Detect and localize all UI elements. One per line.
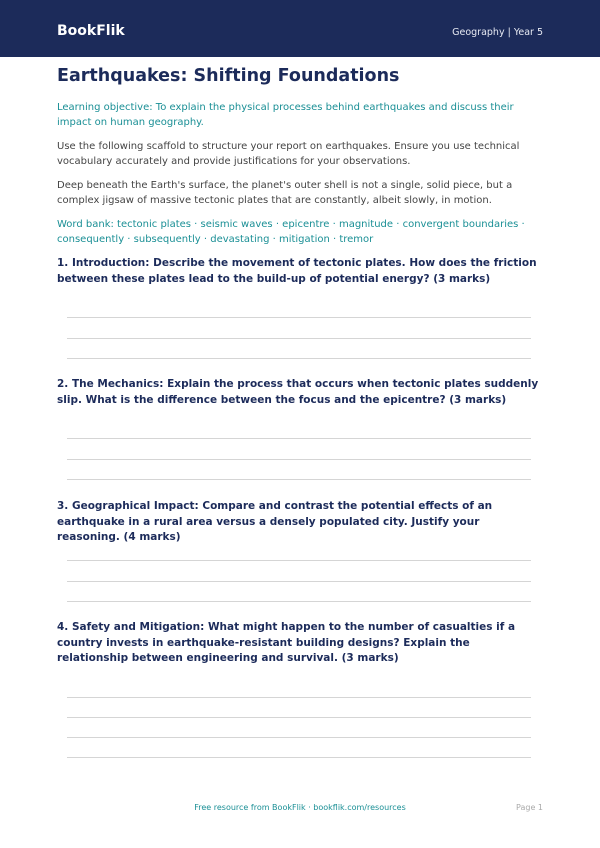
answer-line[interactable]	[67, 438, 531, 439]
answer-line[interactable]	[67, 560, 531, 561]
answer-line[interactable]	[67, 697, 531, 698]
word-bank: Word bank: tectonic plates · seismic waves · epicentre · magnitude · convergent boundaries · consequently · subsequently · devastating · mitigation · tremor	[57, 219, 525, 245]
question-3: 3. Geographical Impact: Compare and contrast the potential effects of an earthquake in a rural area versus a densely populated city. Justify your reasoning. (4 marks)	[57, 500, 493, 543]
answer-line[interactable]	[67, 757, 531, 758]
worksheet-intro	[57, 64, 543, 247]
answer-line[interactable]	[67, 581, 531, 582]
footer-source: Free resource from BookFlik · bookflik.com/resources	[194, 803, 406, 812]
learning-objective: Learning objective: To explain the physical processes behind earthquakes and discuss their impact on human geography.	[57, 102, 514, 128]
answer-line[interactable]	[67, 717, 531, 718]
answer-line[interactable]	[67, 317, 531, 318]
subject-label: Geography | Year 5	[452, 27, 543, 38]
question-2: 2. The Mechanics: Explain the process that occurs when tectonic plates suddenly slip. What is the difference between the focus and the epicentre? (3 marks)	[57, 378, 539, 406]
intro-paragraph: Use the following scaffold to structure your report on earthquakes. Ensure you use technical vocabulary accurately and provide justifications for your observations.	[57, 141, 520, 167]
answer-line[interactable]	[67, 737, 531, 738]
page-number: Page 1	[516, 803, 543, 812]
answer-line[interactable]	[67, 479, 531, 480]
page-title: Earthquakes: Shifting Foundations	[57, 66, 400, 86]
question-1: 1. Introduction: Describe the movement of tectonic plates. How does the friction between these plates lead to the build-up of potential energy? (3 marks)	[57, 257, 537, 285]
page-header	[0, 0, 600, 57]
brand-logo: BookFlik	[57, 23, 125, 39]
answer-line[interactable]	[67, 601, 531, 602]
context-paragraph: Deep beneath the Earth's surface, the planet's outer shell is not a single, solid piece, but a complex jigsaw of massive tectonic plates that are constantly, albeit slowly, in motion.	[57, 180, 513, 206]
answer-line[interactable]	[67, 358, 531, 359]
answer-line[interactable]	[67, 338, 531, 339]
answer-line[interactable]	[67, 459, 531, 460]
question-4: 4. Safety and Mitigation: What might happen to the number of casualties if a country invests in earthquake-resistant building designs? Explain the relationship between engineering and survival. (3 marks)	[57, 621, 516, 664]
